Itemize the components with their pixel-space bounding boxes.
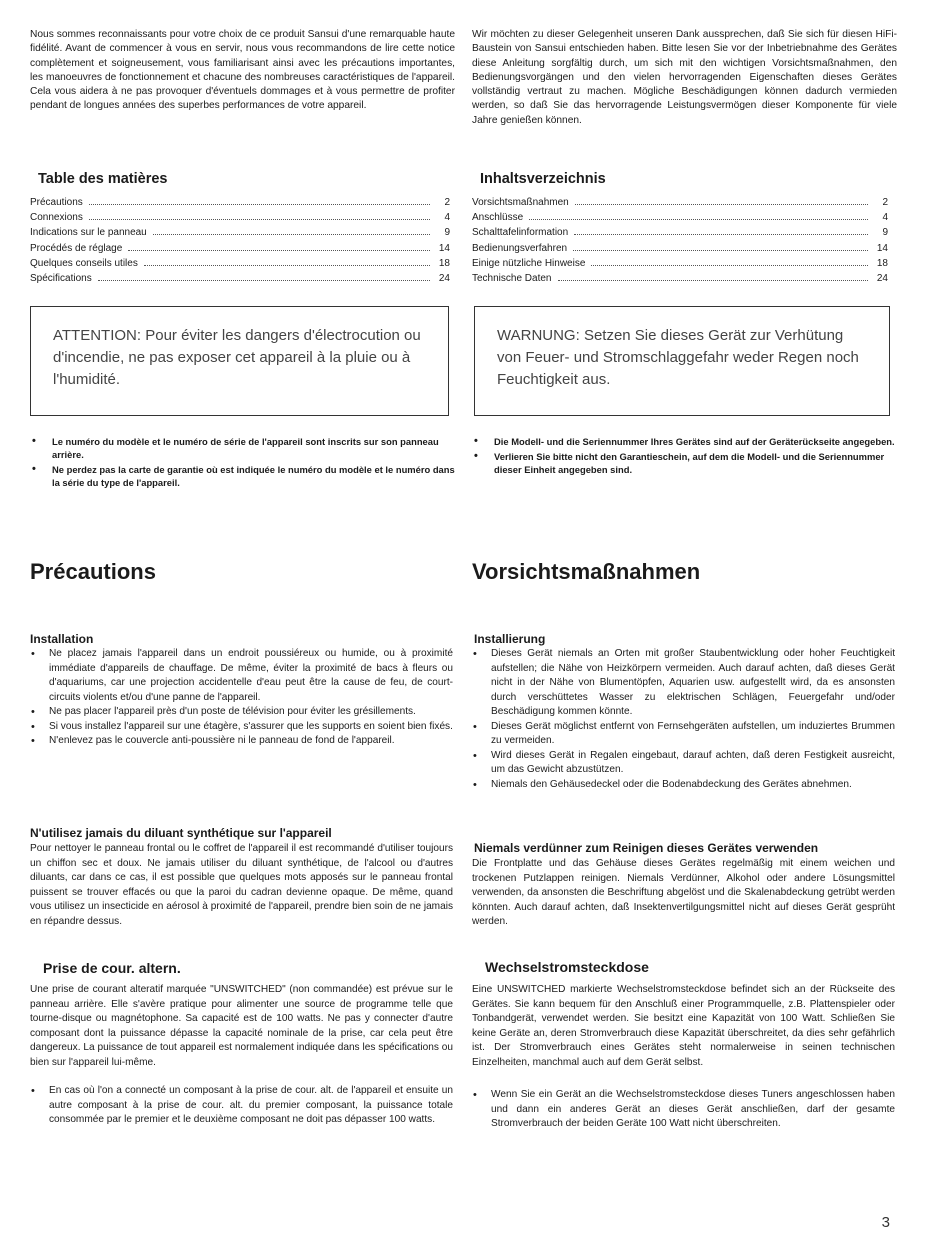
note-item: • Le numéro du modèle et le numéro de série de l'appareil sont inscrits sur son panneau arrière. (30, 435, 455, 461)
toc-entry[interactable] (472, 243, 888, 258)
list-item: • Ne placez jamais l'appareil dans un endroit poussiéreux ou humide, ou à proximité immédiate d'appareils de chauffage. De même, éviter la proximité de bacs à fleurs ou d'aquariums, car une projection accidentelle d'eau peut être la cause de feu, de court-circuits violents et/ou d'une panne de l'appareil. (30, 647, 453, 705)
list-item: • Niemals den Gehäusedeckel oder die Bodenabdeckung des Gerätes abnehmen. (472, 778, 895, 793)
installation-heading: Installation (30, 632, 94, 646)
warning-box (30, 306, 449, 416)
toc-leader (575, 204, 868, 205)
toc-entry-label: Spécifications (30, 272, 92, 284)
installation-list (472, 647, 895, 792)
page-number: 3 (881, 1214, 890, 1231)
section-title: Précautions (30, 559, 156, 584)
toc-entry-label: Technische Daten (472, 272, 552, 284)
toc-entry-page: 24 (876, 272, 888, 284)
toc-leader (574, 234, 868, 235)
installation-heading: Installierung (474, 632, 546, 646)
toc-leader (128, 250, 430, 251)
toc-leader (558, 280, 869, 281)
list-item: • Dieses Gerät möglichst entfernt von Fernsehgeräten aufstellen, um induziertes Brummen zu vermeiden. (472, 720, 895, 749)
toc-entry-page: 18 (438, 257, 450, 269)
toc-entry[interactable] (472, 273, 888, 288)
toc-entry-label: Einige nützliche Hinweise (472, 257, 586, 269)
toc-entry[interactable] (30, 197, 450, 212)
toc-entry-label: Anschlüsse (472, 212, 524, 224)
toc-entry-page: 18 (876, 257, 888, 269)
outlet-heading: Wechselstromsteckdose (485, 959, 649, 975)
toc-leader (573, 250, 868, 251)
solvent-paragraph: Die Frontplatte und das Gehäuse dieses Gerätes regelmäßig mit einem weichen und trockenen Putzlappen reinigen. Niemals Verdünner, Alkohol oder andere Lösungsmittel verwenden, da ansonsten die Beschriftung abgelöst und die Skalenabdeckung getrübt werden könnten. Auch darauf achten, daß Insektenvertilgungsmittel nicht auf dieses Gerät gesprüht werden. (472, 858, 895, 927)
toc-title: Table des matières (38, 171, 168, 187)
model-notes (472, 435, 897, 478)
outlet-paragraph: Une prise de courant alteratif marquée "UNSWITCHED" (non commandée) est prévue sur le panneau arrière. Elle s'avère pratique pour alimenter une source de programme telle que tourne-disque ou magnétophone. Sa capacité est de 100 watts. Ne pas y connecter d'autre composant dont la puissance dépasse la capacité nominale de la prise, car cela peut être dangereux. La puissance de tout appareil est normalement indiquée dans les spécifications ou bien sur l'appareil lui-même. (30, 984, 453, 1068)
toc-entry[interactable] (30, 212, 450, 227)
intro-paragraph: Nous sommes reconnaissants pour votre choix de ce produit Sansui d'une remarquable haute fidélité. Avant de commencer à vous en servir, nous vous recommandons de lire cette notice complètement et soigneusement, vous familiarisant ainsi avec les précautions importantes, les manoeuvres de fonctionnement et chacune des nombreuses caractéristiques de l'appareil. Cela vous aidera à ne pas provoquer d'éventuels dommages et à vous permettre de profiter pendant de longues années des superbes performances de votre appareil. (30, 29, 455, 112)
toc-entry-label: Indications sur le panneau (30, 227, 147, 239)
toc-entry-label: Précautions (30, 197, 83, 208)
outlet-list (30, 1084, 453, 1128)
toc-entry[interactable] (30, 227, 450, 242)
toc-entry[interactable] (472, 227, 888, 242)
toc-entry-label: Bedienungsverfahren (472, 242, 568, 254)
note-item: • Die Modell- und die Seriennummer Ihres Gerätes sind auf der Geräterückseite angegeben. (472, 435, 897, 448)
table-of-contents (30, 197, 450, 288)
toc-leader (89, 219, 430, 220)
list-item: • Si vous installez l'appareil sur une étagère, s'assurer que les supports en soient bien fixés. (30, 720, 453, 735)
toc-leader (89, 204, 430, 205)
list-item: • Dieses Gerät niemals an Orten mit großer Staubentwicklung oder hoher Feuchtigkeit aufstellen; die Nähe von Heizkörpern vermeiden. Auch darauf achten, daß dieses Gerät nicht in der Nähe von Blumentöpfen, Aquarien usw. aufgestellt wird, da es ansonsten durch verschüttetes Wasser zu elektrischen Schlägen, Feuergefahr und/oder Beschädigung kommen könnte. (472, 647, 895, 720)
toc-entry-page: 14 (438, 242, 450, 254)
toc-entry[interactable] (30, 258, 450, 273)
toc-entry-page: 24 (438, 272, 450, 284)
solvent-heading: N'utilisez jamais du diluant synthétique sur l'appareil (30, 826, 332, 840)
table-of-contents (472, 197, 888, 288)
installation-list (30, 647, 453, 749)
outlet-paragraph: Eine UNSWITCHED markierte Wechselstromsteckdose befindet sich an der Rückseite des Gerätes. Sie kann bequem für den Anschluß einer Programmquelle, z.B. Plattenspieler oder Tonbandgerät, verwendet werden. Sie besitzt eine Kapazität von 100 Watt. Schließen Sie keine Geräte an, deren Stromverbrauch diese Kapazität überschreitet, da dies sehr gefährlich ist. Der Stromverbrauch eines Gerätes steht normalerweise in seinen technischen Einzelheiten, manchmal auch auf dem Gerät selbst. (472, 984, 895, 1068)
intro-paragraph: Wir möchten zu dieser Gelegenheit unseren Dank aussprechen, daß Sie sich für diesen HiFi-Baustein von Sansui entschieden haben. Bitte lesen Sie vor der Inbetriebnahme des Gerätes diese Anleitung sorgfältig durch, um sich mit den wichtigen Vorsichtsmaßnahmen, den Bedienungsvorgängen und den vielen hervorragenden Eigenschaften dieses Gerätes vollständig vertraut zu machen. Mögliche Beschädigungen können dadurch vermieden werden, so daß Sie das hervorragende Leistungsvermögen dieser Komponente für viele Jahre genießen können. (472, 29, 897, 126)
toc-entry[interactable] (30, 273, 450, 288)
toc-leader (591, 265, 868, 266)
list-item: • En cas où l'on a connecté un composant à la prise de cour. alt. de l'appareil et ensuite un autre composant à la prise de cour. alt. du premier composant, la puissance totale consommée par le premier et le deuxième composant ne doit pas dépasser 100 watts. (30, 1084, 453, 1128)
toc-leader (144, 265, 430, 266)
toc-entry-label: Schalttafelinformation (472, 227, 569, 239)
warning-text: ATTENTION: Pour éviter les dangers d'électrocution ou d'incendie, ne pas exposer cet appareil à la pluie ou à l'humidité. (53, 327, 421, 388)
toc-entry-page: 2 (444, 197, 450, 208)
list-item: • Ne pas placer l'appareil près d'un poste de télévision pour éviter les grésillements. (30, 705, 453, 720)
toc-entry-label: Vorsichtsmaßnahmen (472, 197, 569, 208)
toc-entry[interactable] (30, 243, 450, 258)
toc-title: Inhaltsverzeichnis (480, 171, 606, 187)
list-item: • N'enlevez pas le couvercle anti-poussière ni le panneau de fond de l'appareil. (30, 734, 453, 749)
warning-text: WARNUNG: Setzen Sie dieses Gerät zur Verhütung von Feuer- und Stromschlaggefahr weder Regen noch Feuchtigkeit aus. (497, 327, 859, 388)
note-item: • Ne perdez pas la carte de garantie où est indiquée le numéro du modèle et le numéro dans la série du type de l'appareil. (30, 463, 455, 489)
list-item: • Wird dieses Gerät in Regalen eingebaut, darauf achten, daß deren Festigkeit ausreicht, um das Gewicht abzustützen. (472, 749, 895, 778)
model-notes (30, 435, 455, 491)
toc-entry-label: Procédés de réglage (30, 242, 123, 254)
solvent-paragraph: Pour nettoyer le panneau frontal ou le coffret de l'appareil il est recommandé d'utiliser toujours un chiffon sec et doux. Ne jamais utiliser du diluant synthétique, de l'alcool ou d'autres diluants, car dans ce cas, il est possible que quelques mots apposés sur le panneau frontal puissent se trouver effacés ou que la paroi du cadran devienne opaque. De même, quand vous utilisez un insecticide en aérosol à proximité de l'appareil, prendre bien soin de ne jamais en répandre dessus. (30, 843, 453, 927)
outlet-heading: Prise de cour. altern. (43, 960, 181, 976)
toc-leader (98, 280, 430, 281)
toc-leader (529, 219, 868, 220)
toc-entry[interactable] (472, 258, 888, 273)
toc-entry-page: 14 (876, 242, 888, 254)
list-item: • Wenn Sie ein Gerät an die Wechselstromsteckdose dieses Tuners angeschlossen haben und dann ein anderes Gerät an dieses Gerät anschließen, darf der gesamte Stromverbrauch der beiden Geräte 100 Watt nicht überschreiten. (472, 1088, 895, 1132)
toc-entry-label: Quelques conseils utiles (30, 257, 138, 269)
toc-entry-label: Connexions (30, 212, 83, 224)
toc-entry-page: 9 (444, 227, 450, 239)
solvent-heading: Niemals verdünner zum Reinigen dieses Gerätes verwenden (474, 841, 819, 855)
toc-leader (153, 234, 430, 235)
toc-entry[interactable] (472, 197, 888, 212)
outlet-list (472, 1088, 895, 1132)
note-item: • Verlieren Sie bitte nicht den Garantieschein, auf dem die Modell- und die Seriennummer dieser Einheit angegeben sind. (472, 450, 897, 476)
toc-entry-page: 4 (882, 212, 888, 224)
toc-entry-page: 4 (444, 212, 450, 224)
toc-entry[interactable] (472, 212, 888, 227)
section-title: Vorsichtsmaßnahmen (472, 559, 701, 584)
toc-entry-page: 2 (882, 197, 888, 208)
toc-entry-page: 9 (882, 227, 888, 239)
warning-box (474, 306, 890, 416)
